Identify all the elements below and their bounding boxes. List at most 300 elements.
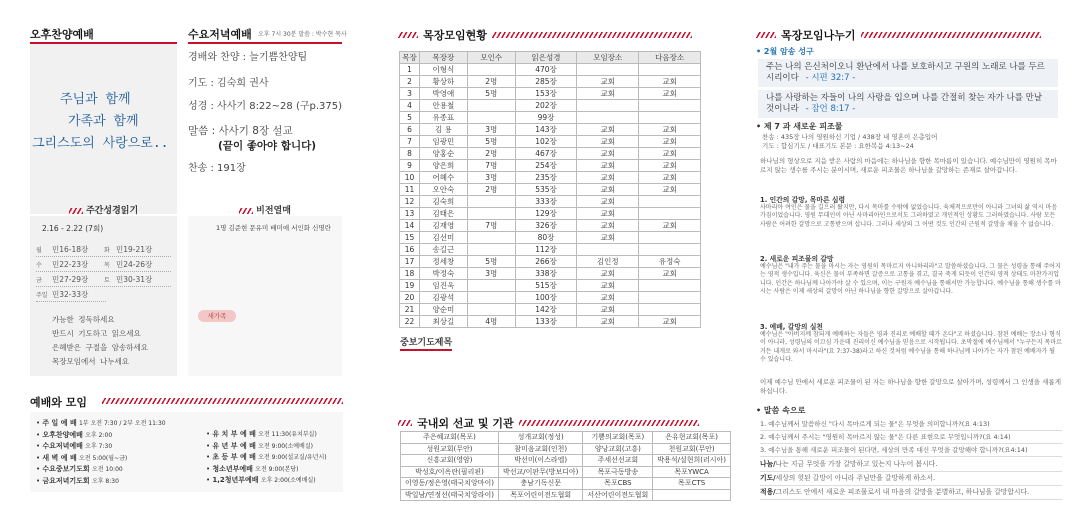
worship-box — [30, 412, 343, 492]
table-cell: 143장 — [515, 124, 577, 136]
worship-item: • 초 등 부 예 배 오전 9:00(설교실/유년시) — [206, 453, 327, 461]
worship-title: 예배와 모임 — [30, 396, 87, 409]
table-cell: 안용철 — [419, 100, 467, 112]
mission-cell: 충남기독신문 — [498, 478, 582, 490]
table-cell: 양홍순 — [419, 148, 467, 160]
table-cell: 교회 — [577, 304, 639, 316]
lesson-conclusion: 이제 예수님 안에서 새로운 피조물이 된 자는 하나님을 향한 갈망으로 살아가며, 성령께서 그 인생을 새롭게 하십니다. — [760, 378, 1061, 396]
worship-name: 초 등 부 예 배 — [212, 453, 256, 461]
left-page — [0, 0, 355, 516]
table-cell: 7명 — [467, 160, 515, 172]
worship-time: 오후 2:00 — [85, 431, 113, 439]
table-cell: 2 — [400, 76, 420, 88]
table-cell: 교회 — [577, 316, 639, 328]
prayer-topics-heading — [400, 330, 452, 349]
table-cell: 교회 — [639, 172, 701, 184]
word-question: 3. 예수님을 통해 새로운 피조물이 된다면, 세상의 만족 대신 무엇을 갈망해야 합니까?(요4:14) — [760, 444, 1062, 457]
worship-name: 새 벽 예 배 — [42, 453, 77, 462]
table-cell: 김선미 — [419, 232, 467, 244]
table-cell: 333장 — [515, 196, 577, 208]
bible-row — [36, 287, 106, 302]
word-question: 2. 예수님께서 주시는 "영원히 목마르지 않는 물"은 다른 표현으로 무엇입니까?(요 4:14) — [760, 431, 1062, 444]
evening-hymn: 찬송 : 191장 — [188, 163, 246, 174]
mission-cell: 주은혜교회(목포) — [401, 432, 499, 444]
point-2-title: 2. 새로운 피조물의 갈망 — [760, 255, 834, 263]
table-cell: 교회 — [639, 88, 701, 100]
evening-worship-meta: 오후 7시 30분 말씀 : 박수현 목사 — [258, 31, 347, 38]
mission-cell: 성원교회(무안) — [401, 443, 499, 455]
mission-cell: 박성호/이옥란(필리핀) — [401, 466, 499, 478]
table-cell — [639, 292, 701, 304]
worship-title-hatch — [102, 398, 343, 404]
col-header: 목장 — [400, 52, 420, 64]
table-cell: 21 — [400, 304, 420, 316]
table-cell: 김광석 — [419, 292, 467, 304]
point-1-body: 사마리아 여인은 물을 길으러 왔지만, 다시 목마를 수밖에 없었습니다. 육체적으로만이 아니라 그녀의 삶 역시 마음가짐이었습니다. 영원 무대인이 아닌 사마리아인으로서도 그러하였고 개인적인 상황도 그러하였습니다. 사람 모든 사람은 어려한 갈망으로 고통받으며 삽니다. 그러나 세상의 그 어떤 것도 인간의 근원적 갈망을 채울 수 없습니다. — [760, 204, 1058, 228]
table-cell: 교회 — [577, 280, 639, 292]
table-cell: 교회 — [639, 268, 701, 280]
table-cell — [639, 112, 701, 124]
bible-range: 민27-29장 — [52, 274, 89, 284]
table-cell: 20 — [400, 292, 420, 304]
worship-item: • 새 벽 예 배 오전 5:00(월~금) — [36, 453, 128, 462]
mission-cell: 참미음교회(인천) — [498, 443, 582, 455]
table-cell: 교회 — [639, 184, 701, 196]
table-cell — [467, 292, 515, 304]
mission-cell: 목포YWCA — [653, 466, 731, 478]
bible-table — [36, 242, 171, 302]
table-cell — [639, 244, 701, 256]
table-cell: 교회 — [577, 292, 639, 304]
memorize-title-text: 2월 암송 성구 — [763, 47, 814, 56]
table-row — [400, 280, 701, 292]
table-cell — [467, 208, 515, 220]
table-cell — [577, 112, 639, 124]
bible-row — [36, 257, 171, 272]
worship-name: 금요저녁기도회 — [42, 476, 90, 485]
worship-name: 청소년부예배 — [212, 464, 253, 473]
table-row — [400, 112, 701, 124]
evening-worship-title: 수요저녁예배 — [188, 28, 252, 41]
mission-cell: 은유현교회(목포) — [653, 432, 731, 444]
table-cell: 교회 — [639, 316, 701, 328]
bible-guideline: 목장모임에서 나누세요 — [52, 357, 129, 366]
table-cell: 326장 — [515, 220, 577, 232]
mission-rows — [401, 432, 731, 501]
verse-box-1 — [758, 59, 1058, 87]
evening-sermon: 말씀 : 사사기 8장 설교 — [188, 125, 293, 137]
table-row — [400, 256, 701, 268]
table-cell: 129장 — [515, 208, 577, 220]
share-value: 그리스도 안에서 새로운 피조물로서 내 마음의 갈망을 분별하고, 하나님을 갈망합시다. — [775, 488, 1030, 496]
point-1-title: 1. 인간의 갈망, 목마른 심령 — [760, 196, 846, 204]
bible-guideline: 가능한 정독하세요 — [52, 315, 115, 324]
table-cell: 황상하 — [419, 76, 467, 88]
table-cell: 양은희 — [419, 160, 467, 172]
mission-cell: 박선미(이스라엘) — [498, 455, 582, 467]
mission-row — [401, 443, 731, 455]
worship-item: • 오후찬양예배 오후 2:00 — [36, 430, 113, 439]
vision-badge: 새가족 — [198, 310, 236, 322]
table-cell: 교회 — [577, 184, 639, 196]
worship-name: 수요중보기도회 — [42, 465, 90, 473]
table-cell — [639, 196, 701, 208]
share-key: 나눔/ — [760, 460, 776, 468]
lesson-title-text: 제 7 과 새로운 피조물 — [763, 122, 843, 131]
cell-status-table — [399, 51, 701, 328]
slogan-line-3: 그리스도의 사랑으로.. — [32, 136, 169, 151]
table-cell: 교회 — [577, 172, 639, 184]
table-cell: 142장 — [515, 304, 577, 316]
worship-time: 오후 7:30 — [85, 443, 113, 450]
cell-status-rows — [400, 64, 701, 328]
bible-reading-header — [30, 203, 177, 216]
table-header-row — [400, 52, 701, 64]
table-cell: 133장 — [515, 316, 577, 328]
table-cell — [467, 304, 515, 316]
table-cell: 김재영 — [419, 220, 467, 232]
word-questions — [760, 418, 1062, 457]
bible-period: 2.16 - 2.22 (7회) — [42, 224, 104, 233]
point-3-title: 3. 예배, 갈망의 실천 — [760, 323, 823, 331]
worship-left-list — [36, 418, 166, 487]
mission-row — [401, 478, 731, 490]
table-cell: 양순미 — [419, 304, 467, 316]
table-row — [400, 160, 701, 172]
table-row — [400, 184, 701, 196]
table-row — [400, 172, 701, 184]
worship-name: 유 치 부 예 배 — [212, 430, 256, 438]
bible-reading-box — [30, 216, 177, 376]
table-cell: 김 용 — [419, 124, 467, 136]
table-cell: 3명 — [467, 124, 515, 136]
table-cell: 유종표 — [419, 112, 467, 124]
table-cell — [467, 112, 515, 124]
mission-cell: 양낭교회(고흥) — [583, 443, 653, 455]
table-row — [400, 148, 701, 160]
table-cell: 교회 — [577, 232, 639, 244]
table-cell: 교회 — [639, 160, 701, 172]
table-row — [400, 220, 701, 232]
table-cell: 266장 — [515, 256, 577, 268]
share-value: 세상의 헛된 갈망이 아니라 주님만을 갈망하게 하소서. — [775, 474, 936, 482]
mission-cell: 성개교회(정성) — [498, 432, 582, 444]
mission-cell: 주세선선교회 — [583, 455, 653, 467]
bible-guidelines — [52, 313, 148, 369]
verse-2: 나를 사랑하는 자들이 나의 사랑을 입으며 나를 간절히 찾는 자가 나를 만날 것이니라 — [766, 93, 1043, 115]
bible-day: 주일 — [36, 291, 48, 299]
mission-cell: 목포CTS — [653, 478, 731, 490]
mission-title: 국내외 선교 및 기관 — [417, 417, 514, 430]
bible-range: 민19-21장 — [116, 244, 153, 254]
mission-cell: 박일남/연정선(태국치앙라이) — [401, 489, 499, 501]
word-title: • 말씀 속으로 — [756, 406, 806, 415]
worship-time: 오후 2:00(소예배실) — [260, 477, 316, 484]
table-row — [400, 196, 701, 208]
worship-name: 주 일 예 배 — [42, 419, 77, 427]
worship-name: 유 년 부 예 배 — [212, 441, 256, 450]
table-cell: 2명 — [467, 76, 515, 88]
share-key: 기도/ — [760, 474, 776, 482]
cell-status-header — [398, 24, 692, 43]
table-row — [400, 208, 701, 220]
mission-cell: 이영동/정은영(태국치앙마이) — [401, 478, 499, 490]
table-cell: 송길근 — [419, 244, 467, 256]
table-cell: 12 — [400, 196, 420, 208]
mission-cell: 목포극동방송 — [583, 466, 653, 478]
table-cell: 9 — [400, 160, 420, 172]
share-item — [760, 486, 1062, 500]
col-header: 다음장소 — [639, 52, 701, 64]
table-cell — [467, 244, 515, 256]
bible-reading-title: 주간성경읽기 — [85, 206, 139, 216]
table-row — [400, 268, 701, 280]
worship-right-list — [206, 429, 327, 487]
table-cell — [467, 100, 515, 112]
bible-day: 목 — [104, 261, 110, 269]
table-cell: 교회 — [639, 148, 701, 160]
table-cell: 어혜수 — [419, 172, 467, 184]
bible-range: 민32-33장 — [52, 289, 89, 299]
vision-title: 비전열매 — [256, 206, 291, 216]
table-row — [400, 232, 701, 244]
table-row — [400, 76, 701, 88]
table-cell — [639, 208, 701, 220]
verse-box-2 — [758, 90, 1058, 118]
slogan-line-1: 주님과 함께 — [60, 92, 131, 107]
worship-time: 오전 11:30(유치부실) — [258, 431, 317, 438]
mission-cell: 서산어린이전도협회 — [583, 489, 653, 501]
col-header: 읽은성경 — [515, 52, 577, 64]
table-cell — [467, 280, 515, 292]
slogan-line-2: 가족과 함께 — [68, 114, 139, 129]
mission-cell: 목포어린이전도협회 — [498, 489, 582, 501]
table-cell: 교회 — [577, 76, 639, 88]
lesson-prayer-text: 기도 : 합심기도 / 대표기도 본문 : 요한복음 4:13~24 — [762, 142, 914, 151]
table-cell: 15 — [400, 232, 420, 244]
bible-day: 월 — [36, 246, 42, 254]
lesson-hymn: 찬송 : 435장 나의 영원하신 기업 / 438장 내 영혼이 은총입어 — [762, 133, 938, 141]
worship-item: • 유 년 부 예 배 오전 9:00(소예배실) — [206, 441, 313, 450]
table-cell: 김숙희 — [419, 196, 467, 208]
table-cell: 16 — [400, 244, 420, 256]
worship-time: 오전 5:00(월~금) — [78, 454, 128, 462]
table-cell: 112장 — [515, 244, 577, 256]
table-cell: 교회 — [639, 136, 701, 148]
table-cell: 5명 — [467, 88, 515, 100]
bible-day: 수 — [36, 261, 42, 269]
slogan-box — [30, 44, 177, 214]
table-row — [400, 136, 701, 148]
memorize-title: • 2월 암송 성구 — [756, 47, 814, 56]
table-cell: 교회 — [577, 136, 639, 148]
table-cell: 박영애 — [419, 88, 467, 100]
table-cell: 7명 — [467, 220, 515, 232]
sharing-header — [756, 24, 1041, 43]
table-cell: 6 — [400, 124, 420, 136]
table-cell: 교회 — [577, 160, 639, 172]
table-row — [400, 100, 701, 112]
table-cell: 535장 — [515, 184, 577, 196]
table-cell — [467, 64, 515, 76]
share-item — [760, 458, 1062, 472]
bible-range: 민22-23장 — [52, 259, 89, 269]
table-cell — [467, 196, 515, 208]
table-cell: 오안숙 — [419, 184, 467, 196]
table-cell: 교회 — [639, 76, 701, 88]
table-cell: 470장 — [515, 64, 577, 76]
mission-cell: 신흥교회(영암) — [401, 455, 499, 467]
point-3-body: 예수님은 "아버지께 참되게 예배하는 자들은 영과 진리로 예배할 때가 온다"고 하셨습니다. 참된 예배는 장소나 형식이 아니라, 성령님의 이끄심 가운데 진리이신 예수님을 믿음으로 시작됩니다. 초막절에 예수님께서 "누구든지 목마르거든 내게로 와서 마시라"(요 7:37-38)라고 하신 것처럼 예수님을 통해 하나님께 나아가는 자가 참된 예배자가 될 수 있습니다. — [760, 331, 1062, 364]
table-cell: 이형식 — [419, 64, 467, 76]
table-cell — [577, 64, 639, 76]
mission-row — [401, 455, 731, 467]
lesson-meta — [762, 133, 1062, 151]
share-list — [760, 458, 1062, 500]
table-cell — [639, 232, 701, 244]
sharing-title: 목장모임나누기 — [781, 29, 856, 42]
verse-1: 주는 나의 은신처이오니 환난에서 나를 보호하시고 구원의 노래로 나를 두르시리이다 — [766, 62, 1045, 84]
table-row — [400, 304, 701, 316]
word-title-text: 말씀 속으로 — [763, 406, 806, 415]
table-row — [400, 316, 701, 328]
evening-sermon-title: (끝이 좋아야 합니다) — [218, 140, 317, 152]
table-cell: 202장 — [515, 100, 577, 112]
table-cell: 99장 — [515, 112, 577, 124]
bible-range: 민30-31장 — [116, 274, 153, 284]
mission-row — [401, 489, 731, 501]
worship-name: 오후찬양예배 — [42, 430, 83, 439]
worship-name: 1,2청년부예배 — [212, 476, 259, 484]
table-cell: 17 — [400, 256, 420, 268]
table-cell: 교회 — [577, 196, 639, 208]
table-row — [400, 244, 701, 256]
col-header: 목장장 — [419, 52, 467, 64]
table-cell: 임진욱 — [419, 280, 467, 292]
worship-time: 오전 9:00(설교실/유년시) — [258, 454, 327, 461]
table-cell: 102장 — [515, 136, 577, 148]
afternoon-worship-title: 오후찬양예배 — [30, 28, 94, 41]
share-value: 나는 지금 무엇을 가장 갈망하고 있는지 나누어 봅시다. — [775, 460, 938, 468]
table-cell: 22 — [400, 316, 420, 328]
worship-item: • 수요중보기도회 오전 10:00 — [36, 465, 123, 473]
table-cell: 19 — [400, 280, 420, 292]
vision-text: 1명 김준현 문유미 배미애 서인화 신명란 — [216, 224, 331, 232]
table-cell: 3명 — [467, 172, 515, 184]
right-page — [748, 0, 1078, 516]
table-cell — [577, 244, 639, 256]
evening-divider — [188, 42, 342, 44]
table-cell: 5 — [400, 112, 420, 124]
verse-1-ref: - 시편 32:7 - — [805, 73, 856, 84]
table-cell: 교회 — [577, 148, 639, 160]
table-cell: 김태은 — [419, 208, 467, 220]
table-cell: 1 — [400, 64, 420, 76]
table-cell — [639, 64, 701, 76]
table-cell — [639, 280, 701, 292]
bible-row — [36, 272, 171, 287]
bible-day: 토 — [104, 276, 110, 284]
middle-page — [380, 0, 726, 516]
mission-row — [401, 432, 731, 444]
table-row — [400, 292, 701, 304]
worship-item: • 주 일 예 배 1부 오전 7:30 / 2부 오전 11:30 — [36, 419, 166, 427]
worship-item: • 금요저녁기도회 오후 8:30 — [36, 476, 119, 485]
mission-cell: 박선교/이판무(방보디아) — [498, 466, 582, 478]
lesson-intro: 하나님의 형상으로 지음 받은 사람의 마음에는 하나님을 향한 목마름이 있습니다. 예수님만이 영원히 목마르지 않는 생수를 주시는 분이시며, 새로운 피조물은 하나님을 갈망하는 존재로 살아갑니다. — [760, 157, 1057, 175]
table-cell: 교회 — [577, 220, 639, 232]
worship-time: 오후 8:30 — [91, 477, 119, 485]
table-cell: 11 — [400, 184, 420, 196]
bible-range: 민16-18장 — [52, 244, 89, 254]
table-cell: 13 — [400, 208, 420, 220]
evening-praise: 경배와 찬양 : 늘기쁨찬양팀 — [188, 52, 308, 63]
mission-cell: 기쁨의교회(목포) — [583, 432, 653, 444]
table-cell: 임광민 — [419, 136, 467, 148]
table-cell: 교회 — [639, 220, 701, 232]
table-cell: 7 — [400, 136, 420, 148]
mission-cell: 천원교회(무안) — [653, 443, 731, 455]
mission-row — [401, 466, 731, 478]
table-cell: 153장 — [515, 88, 577, 100]
mission-header — [398, 412, 699, 431]
verse-2-ref: - 잠언 8:17 - — [805, 104, 856, 115]
vision-header — [188, 203, 342, 216]
table-cell: 4 — [400, 100, 420, 112]
table-cell: 8 — [400, 148, 420, 160]
table-cell: 교회 — [577, 268, 639, 280]
table-cell: 2명 — [467, 148, 515, 160]
worship-item: • 유 치 부 예 배 오전 11:30(유치부실) — [206, 430, 317, 438]
table-row — [400, 88, 701, 100]
table-cell: 5명 — [467, 136, 515, 148]
table-cell — [577, 100, 639, 112]
bible-guideline: 반드시 기도하고 읽으세요 — [52, 329, 141, 338]
cell-status-title: 목장모임현황 — [423, 29, 487, 42]
table-cell: 235장 — [515, 172, 577, 184]
table-cell: 교회 — [577, 208, 639, 220]
table-cell: 4명 — [467, 316, 515, 328]
lesson-title: • 제 7 과 새로운 피조물 — [756, 122, 843, 131]
table-cell: 3 — [400, 88, 420, 100]
table-cell: 5명 — [467, 256, 515, 268]
share-item — [760, 472, 1062, 486]
bible-day: 금 — [36, 276, 42, 284]
worship-item: • 청소년부예배 오전 9:00(본당) — [206, 464, 299, 473]
worship-name: 수요저녁예배 — [42, 442, 83, 450]
table-cell: 교회 — [577, 124, 639, 136]
worship-time: 오전 9:00(본당) — [255, 465, 299, 473]
bible-range: 민24-26장 — [116, 259, 153, 269]
table-cell: 285장 — [515, 76, 577, 88]
bible-row — [36, 242, 171, 257]
table-cell: 338장 — [515, 268, 577, 280]
table-row — [400, 124, 701, 136]
table-cell: 교회 — [577, 88, 639, 100]
mission-cell — [653, 489, 731, 501]
col-header: 모인수 — [467, 52, 515, 64]
vision-box — [188, 216, 342, 376]
worship-time: 오전 10:00 — [91, 466, 123, 473]
table-cell: 2명 — [467, 184, 515, 196]
table-cell: 최상길 — [419, 316, 467, 328]
table-cell: 100장 — [515, 292, 577, 304]
table-cell: 김인정 — [577, 256, 639, 268]
table-cell — [639, 304, 701, 316]
evening-prayer: 기도 : 김숙희 권사 — [188, 78, 269, 89]
bible-guideline: 은혜받은 구절을 암송하세요 — [52, 343, 148, 352]
table-cell: 14 — [400, 220, 420, 232]
